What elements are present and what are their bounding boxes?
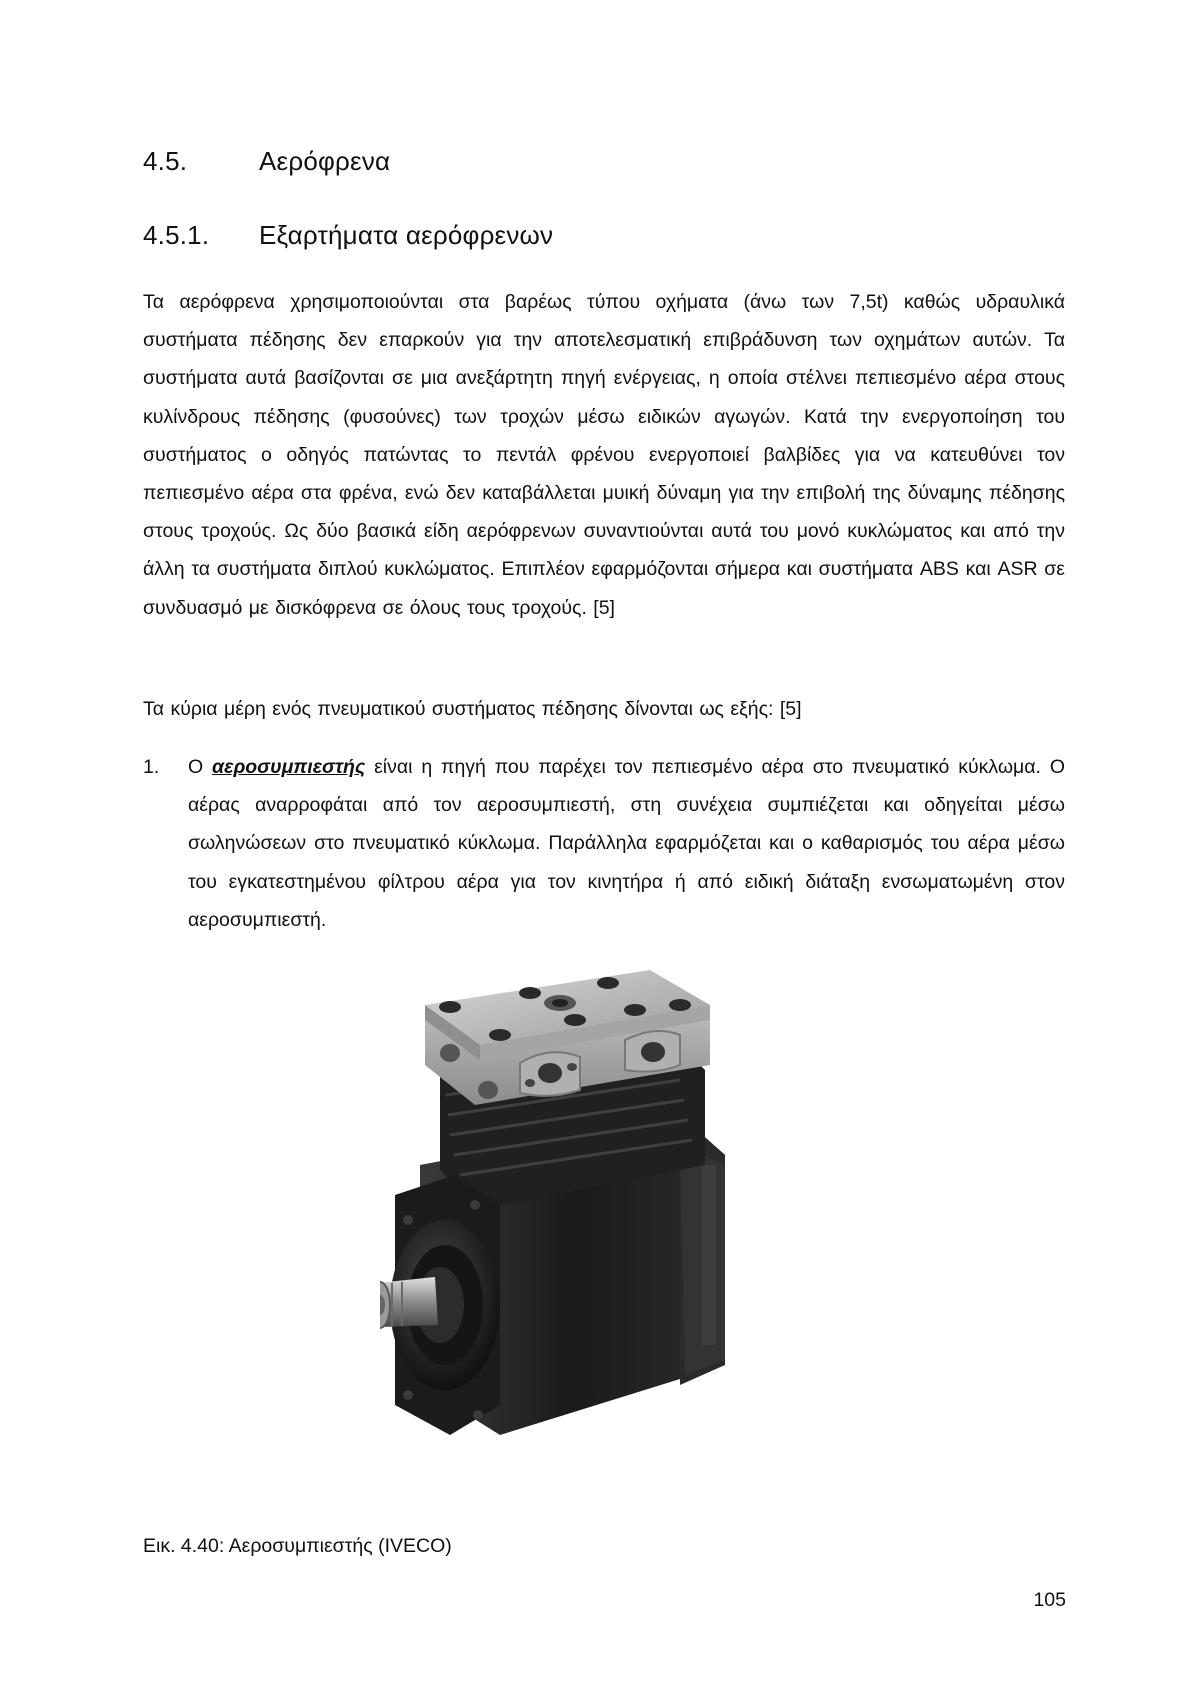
subsection-number: 4.5.1.: [143, 220, 210, 250]
intro-paragraph: Τα αερόφρενα χρησιμοποιούνται στα βαρέως τύπου οχήματα (άνω των 7,5t) καθώς υδραυλικά συστήματα πέδησης δεν επαρκούν για την αποτελεσματική επιβράδυνση των οχημάτων αυτών. Τα συστήματα αυτά βασίζονται σε μια ανεξάρτητη πηγή ενέργειας, η οποία στέλνει πεπιεσμένο αέρα στους κυλίνδρους πέδησης (φυσούνες) των τροχών μέσω ειδικών αγωγών. Κατά την ενεργοποίηση του συστήματος ο οδηγός πατώντας το πεντάλ φρένου ενεργοποιεί βαλβίδες για να κατευθύνει τον πεπιεσμένο αέρα στα φρένα, ενώ δεν καταβάλλεται μυική δύναμη για την επιβολή της δύναμης πέδησης στους τροχούς. Ως δύο βασικά είδη αερόφρενων συναντιούνται αυτά του μονό κυκλώματος και από την άλλη τα συστήματα διπλού κυκλώματος. Επιπλέον εφαρμόζονται σήμερα και συστήματα ABS και ASR σε συνδυασμό με δισκόφρενα σε όλους τους τροχούς. [5]: [143, 291, 1065, 619]
parts-intro-paragraph: Τα κύρια μέρη ενός πνευματικού συστήματος πέδησης δίνονται ως εξής: [5]: [143, 698, 802, 720]
section-heading: [143, 146, 390, 177]
air-compressor-illustration: [380, 965, 800, 1490]
air-compressor-photo: [380, 965, 800, 1490]
section-number: 4.5.: [143, 146, 188, 176]
subsection-title: Εξαρτήματα αερόφρενων: [259, 220, 554, 250]
list-item-prefix: Ο: [188, 756, 213, 778]
section-title: Αερόφρενα: [259, 146, 391, 176]
subsection-heading: [143, 220, 553, 251]
list-item-text: [188, 748, 1065, 939]
list-item-term: αεροσυμπιεστής: [212, 756, 366, 778]
page-number: 105: [1033, 1589, 1066, 1611]
figure-caption: Εικ. 4.40: Αεροσυμπιεστής (IVECO): [143, 1535, 452, 1557]
list-item-number: 1.: [143, 756, 160, 778]
list-item-body: είναι η πηγή που παρέχει τον πεπιεσμένο αέρα στο πνευματικό κύκλωμα. Ο αέρας αναρροφάται από τον αεροσυμπιεστή, στη συνέχεια συμπιέζεται και οδηγείται μέσω σωληνώσεων στο πνευματικό κύκλωμα. Παράλληλα εφαρμόζεται και ο καθαρισμός του αέρα μέσω του εγκατεστημένου φίλτρου αέρα για τον κινητήρα ή από ειδική διάταξη ενσωματωμένη στον αεροσυμπιεστή.: [188, 756, 1065, 931]
list-item: [143, 748, 1065, 939]
